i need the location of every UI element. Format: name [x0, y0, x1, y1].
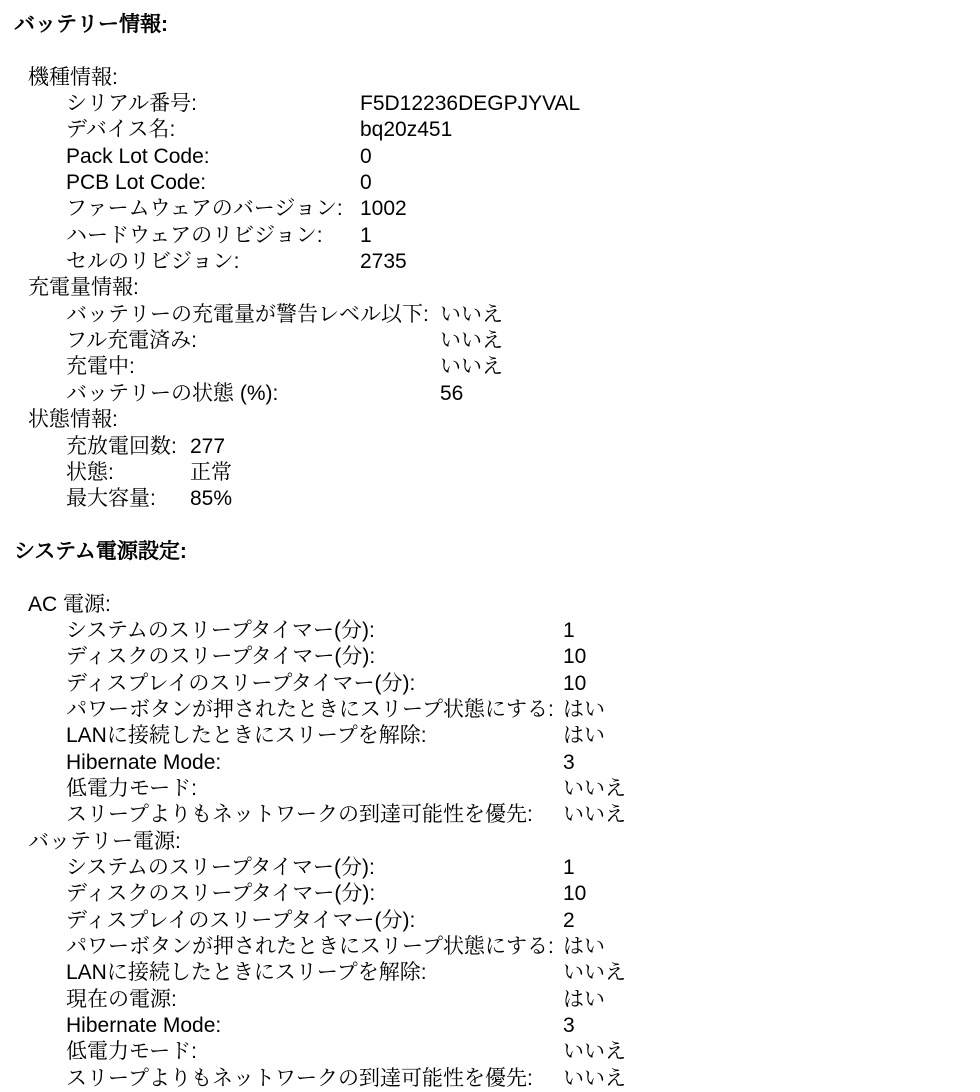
row-label: 充電中:	[66, 355, 135, 379]
row-label: Hibernate Mode:	[66, 1014, 222, 1038]
row-label: ディスクのスリープタイマー(分):	[66, 645, 376, 669]
row-label: LANに接続したときにスリープを解除:	[66, 724, 427, 748]
row-label: PCB Lot Code:	[66, 171, 207, 195]
row-value: bq20z451	[360, 118, 453, 142]
report-row	[0, 196, 980, 222]
report-row	[0, 486, 980, 512]
report-row	[0, 881, 980, 907]
row-value: いいえ	[440, 329, 503, 353]
report-row	[0, 170, 980, 196]
section-title-row	[0, 12, 980, 38]
row-label: ディスクのスリープタイマー(分):	[66, 882, 376, 906]
report-row	[0, 434, 980, 460]
row-label: シリアル番号:	[66, 92, 197, 116]
row-value: 2	[563, 908, 575, 932]
row-value: いいえ	[563, 803, 626, 827]
row-label: 低電力モード:	[66, 1040, 197, 1064]
group-label-row	[0, 407, 980, 433]
row-label: デバイス名:	[66, 118, 176, 142]
report-row	[0, 1066, 980, 1092]
row-value: 10	[563, 882, 587, 906]
row-value: はい	[563, 935, 605, 959]
row-value: はい	[563, 724, 605, 748]
row-value: いいえ	[563, 1040, 626, 1064]
row-label: パワーボタンが押されたときにスリープ状態にする:	[66, 697, 554, 721]
group-label: AC 電源:	[28, 592, 111, 616]
row-value: 10	[563, 645, 587, 669]
report-row	[0, 1013, 980, 1039]
report-row	[0, 644, 980, 670]
row-value: いいえ	[440, 302, 503, 326]
blank-line	[0, 565, 980, 591]
row-label: Pack Lot Code:	[66, 144, 210, 168]
row-value: はい	[563, 987, 605, 1011]
row-label: システムのスリープタイマー(分):	[66, 856, 375, 879]
row-value: 0	[360, 171, 372, 195]
row-value: 1	[360, 223, 372, 247]
row-label: セルのリビジョン:	[66, 250, 240, 274]
report-row	[0, 723, 980, 749]
report-row	[0, 117, 980, 143]
row-label: ディスプレイのスリープタイマー(分):	[66, 671, 416, 695]
report-row	[0, 223, 980, 249]
row-label: システムのスリープタイマー(分):	[66, 618, 375, 642]
group-label-row	[0, 592, 980, 618]
report-row	[0, 381, 980, 407]
row-value: 3	[563, 750, 575, 774]
report-row	[0, 987, 980, 1013]
report-row	[0, 1039, 980, 1065]
row-label: フル充電済み:	[66, 329, 197, 353]
report-row	[0, 934, 980, 960]
row-value: 10	[563, 671, 587, 695]
row-label: 最大容量:	[66, 487, 156, 511]
report-row	[0, 750, 980, 776]
section-title: バッテリー情報:	[14, 13, 168, 36]
group-label: 充電量情報:	[28, 276, 139, 300]
row-value: 1	[563, 856, 575, 879]
row-label: Hibernate Mode:	[66, 750, 222, 774]
row-label: 充放電回数:	[66, 434, 177, 458]
report-row	[0, 802, 980, 828]
group-label-row	[0, 275, 980, 301]
row-value: いいえ	[440, 355, 503, 379]
row-label: ディスプレイのスリープタイマー(分):	[66, 908, 416, 932]
section-title: システム電源設定:	[14, 539, 187, 563]
row-label: パワーボタンが押されたときにスリープ状態にする:	[66, 935, 554, 959]
row-value: はい	[563, 697, 605, 721]
row-value: いいえ	[563, 1066, 626, 1090]
section-title-row	[0, 539, 980, 565]
row-value: 0	[360, 144, 372, 168]
row-label: 低電力モード:	[66, 776, 197, 800]
report-row	[0, 697, 980, 723]
row-value: 85%	[190, 487, 233, 511]
row-value: いいえ	[563, 776, 626, 800]
report-row	[0, 671, 980, 697]
row-label: LANに接続したときにスリープを解除:	[66, 961, 427, 985]
row-value: 2735	[360, 250, 407, 274]
report-row	[0, 249, 980, 275]
row-value: 3	[563, 1014, 575, 1038]
group-label-row	[0, 829, 980, 855]
group-label: 状態情報:	[28, 408, 118, 432]
group-label: バッテリー電源:	[28, 829, 181, 853]
row-label: ファームウェアのバージョン:	[66, 197, 343, 221]
row-value: F5D12236DEGPJYVAL	[360, 92, 581, 116]
row-value: 正常	[190, 460, 232, 484]
row-value: いいえ	[563, 961, 626, 985]
report-row	[0, 908, 980, 934]
report-row	[0, 91, 980, 117]
row-label: バッテリーの充電量が警告レベル以下:	[66, 302, 429, 326]
report-row	[0, 302, 980, 328]
row-label: 現在の電源:	[66, 987, 177, 1011]
report-row	[0, 618, 980, 644]
group-label-row	[0, 65, 980, 91]
group-label: 機種情報:	[28, 65, 118, 89]
report-row	[0, 960, 980, 986]
row-label: バッテリーの状態 (%):	[66, 381, 279, 405]
blank-line	[0, 38, 980, 64]
row-label: スリープよりもネットワークの到達可能性を優先:	[66, 1066, 533, 1090]
row-value: 277	[190, 434, 226, 458]
report-row	[0, 460, 980, 486]
row-label: 状態:	[66, 460, 114, 484]
report-row	[0, 354, 980, 380]
report-row	[0, 144, 980, 170]
row-label: スリープよりもネットワークの到達可能性を優先:	[66, 803, 533, 827]
row-value: 1	[563, 618, 575, 642]
report-row	[0, 328, 980, 354]
row-value: 1002	[360, 197, 407, 221]
report-row	[0, 855, 980, 881]
row-value: 56	[440, 381, 464, 405]
blank-line	[0, 513, 980, 539]
report-row	[0, 776, 980, 802]
row-label: ハードウェアのリビジョン:	[66, 223, 323, 247]
